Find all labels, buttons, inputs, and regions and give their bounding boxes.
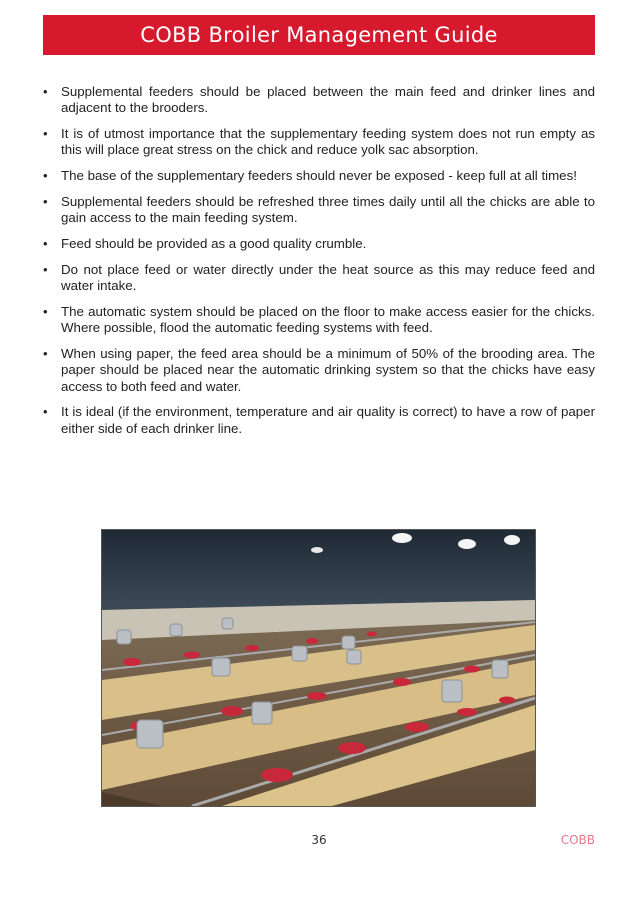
list-item — [43, 346, 595, 395]
bullet-icon: • — [43, 303, 48, 319]
page-title: COBB Broiler Management Guide — [140, 23, 498, 47]
bullet-icon: • — [43, 84, 48, 99]
list-item — [43, 194, 595, 227]
bullet-list — [43, 84, 595, 447]
bullet-icon: • — [43, 193, 48, 209]
list-item — [43, 304, 595, 337]
list-item — [43, 404, 595, 437]
bullet-icon: • — [43, 404, 48, 420]
bullet-text: When using paper, the feed area should be a minimum of 50% of the brooding area. The paper should be placed near the automatic drinking system so that the chicks have easy access to both feed and water. — [61, 346, 595, 394]
bullet-text: The automatic system should be placed on the floor to make access easier for the chicks. Where possible, flood the automatic feeding systems with feed. — [61, 303, 595, 336]
list-item — [43, 262, 595, 295]
bullet-text: It is of utmost importance that the supplementary feeding system does not run empty as this will place great stress on the chick and reduce yolk sac absorption. — [61, 126, 595, 158]
footer-brand: COBB — [560, 833, 595, 847]
list-item — [43, 168, 595, 184]
header-bar — [43, 15, 595, 55]
bullet-text: Supplemental feeders should be refreshed three times daily until all the chicks are able to gain access to the main feeding system. — [61, 193, 595, 226]
bullet-icon: • — [43, 168, 48, 184]
bullet-text: The base of the supplementary feeders should never be exposed - keep full at all times! — [61, 168, 577, 184]
list-item — [43, 236, 595, 252]
bullet-text: Feed should be provided as a good quality crumble. — [61, 236, 367, 252]
bullet-text: It is ideal (if the environment, temperature and air quality is correct) to have a row of paper either side of each drinker line. — [61, 404, 595, 436]
bullet-text: Supplemental feeders should be placed between the main feed and drinker lines and adjacent to the brooders. — [61, 84, 595, 116]
bullet-icon: • — [43, 346, 48, 362]
bullet-icon: • — [43, 126, 48, 142]
list-item — [43, 84, 595, 117]
poultry-house-illustration — [102, 530, 535, 806]
list-item — [43, 126, 595, 159]
bullet-icon: • — [43, 261, 48, 277]
poultry-house-photo — [101, 529, 536, 807]
bullet-icon: • — [43, 236, 48, 252]
page-number: 36 — [311, 833, 327, 847]
bullet-text: Do not place feed or water directly under the heat source as this may reduce feed and water intake. — [61, 261, 595, 294]
